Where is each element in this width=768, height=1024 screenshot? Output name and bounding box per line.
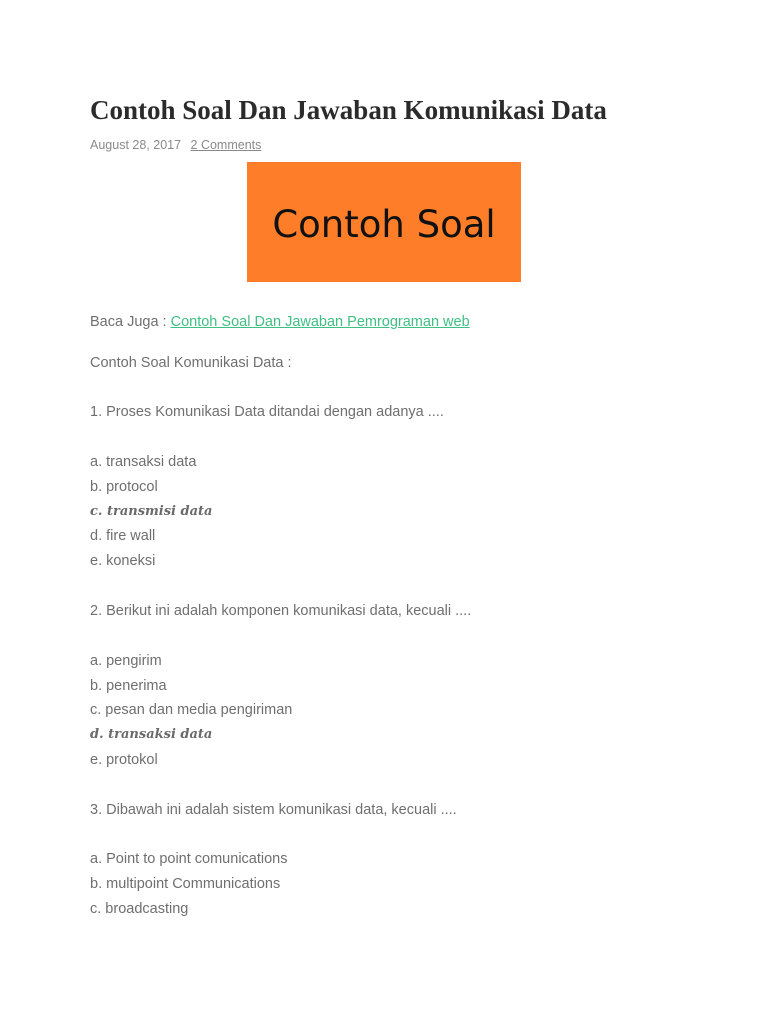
answer-option: c. broadcasting bbox=[90, 901, 189, 917]
answer-option: d. fire wall bbox=[90, 528, 156, 544]
baca-juga bbox=[90, 312, 470, 332]
answer-option: c. pesan dan media pengiriman bbox=[90, 702, 293, 718]
comments-link[interactable]: 2 Comments bbox=[190, 138, 262, 152]
related-article-link[interactable]: Contoh Soal Dan Jawaban Pemrograman web bbox=[170, 314, 470, 330]
answer-option: a. pengirim bbox=[90, 653, 162, 669]
correct-answer-option: c. transmisi data bbox=[90, 504, 213, 519]
post-date: August 28, 2017 bbox=[90, 138, 182, 152]
answer-option: e. protokol bbox=[90, 752, 158, 768]
question-text: 2. Berikut ini adalah komponen komunikasi data, kecuali .... bbox=[90, 603, 472, 619]
answer-option: b. multipoint Communications bbox=[90, 876, 281, 892]
post-meta bbox=[90, 137, 261, 153]
answer-option: b. protocol bbox=[90, 479, 158, 495]
question-text: 1. Proses Komunikasi Data ditandai dengan adanya .... bbox=[90, 404, 444, 420]
banner-text: Contoh Soal bbox=[272, 202, 496, 246]
featured-image bbox=[247, 162, 521, 282]
answer-option: a. Point to point comunications bbox=[90, 851, 288, 867]
baca-juga-label: Baca Juga : bbox=[90, 314, 171, 330]
page-title: Contoh Soal Dan Jawaban Komunikasi Data bbox=[90, 95, 607, 125]
answer-option: e. koneksi bbox=[90, 553, 156, 569]
answer-option: a. transaksi data bbox=[90, 454, 197, 470]
section-heading: Contoh Soal Komunikasi Data : bbox=[90, 355, 292, 371]
answer-option: b. penerima bbox=[90, 678, 167, 694]
question-text: 3. Dibawah ini adalah sistem komunikasi data, kecuali .... bbox=[90, 802, 457, 818]
correct-answer-option: d. transaksi data bbox=[90, 727, 213, 742]
